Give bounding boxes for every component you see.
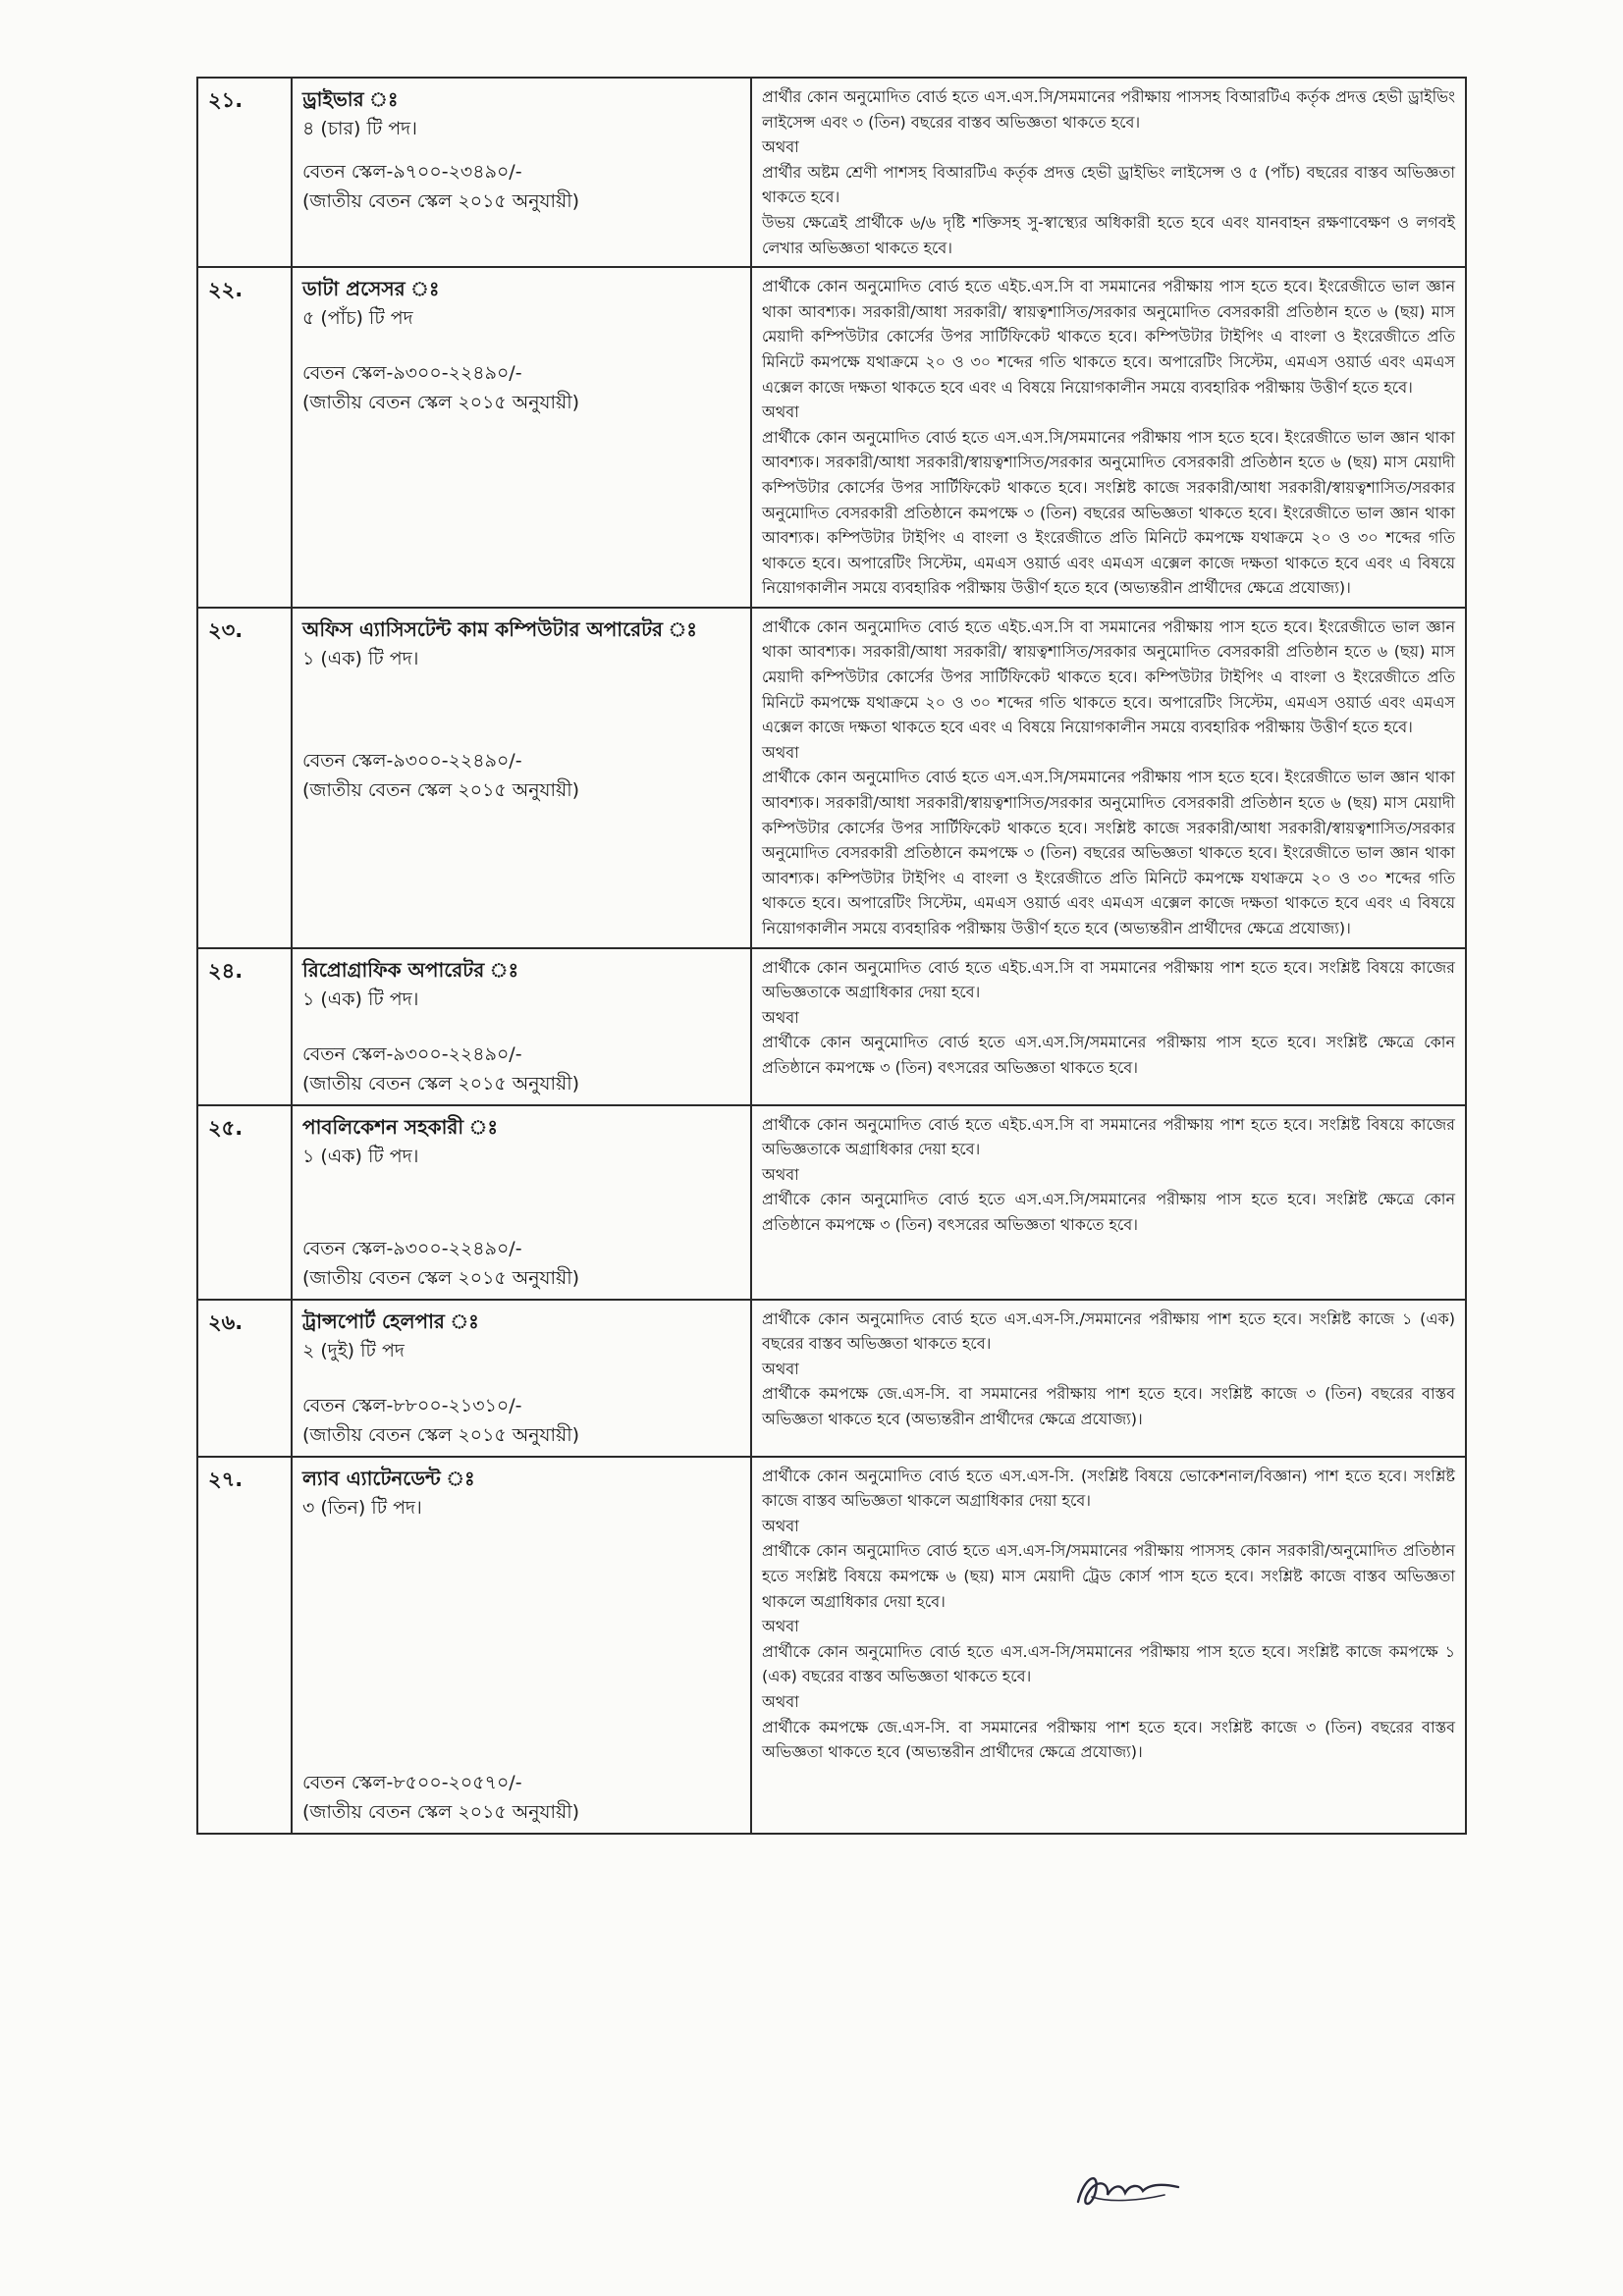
table-row-4 bbox=[197, 948, 1466, 1105]
requirement-paragraph: উভয় ক্ষেত্রেই প্রার্থীকে ৬/৬ দৃষ্টি শক্তিসহ সু-স্বাস্থ্যের অধিকারী হতে হবে এবং যানবাহন রক্ষণাবেক্ষণ ও লগবই লেখার অভিজ্ঞতা থাকতে হবে। bbox=[762, 212, 1455, 257]
post-title: ল্যাব এ্যাটেনডেন্ট ঃ bbox=[302, 1466, 475, 1490]
pay-scale: বেতন স্কেল-৯৩০০-২২৪৯০/- bbox=[302, 749, 522, 772]
serial-number: ২৩. bbox=[197, 608, 292, 948]
pay-scale: বেতন স্কেল-৯৩০০-২২৪৯০/- bbox=[302, 362, 522, 385]
post-title: ট্রান্সপোর্ট হেলপার ঃ bbox=[302, 1308, 479, 1333]
requirement-paragraph: প্রার্থীকে কোন অনুমোদিত বোর্ড হতে এস.এস.সি/সমমানের পরীক্ষায় পাস হতে হবে। ইংরেজীতে ভাল জ্ঞান থাকা আবশ্যক। সরকারী/আধা সরকারী/স্বায়ত্বশাসিত/সরকার অনুমোদিত বেসরকারী প্রতিষ্ঠান হতে ৬ (ছয়) মাস মেয়াদী কম্পিউটার কোর্সের উপর সার্টিফিকেট থাকতে হবে। সংশ্লিষ্ট কাজে সরকারী/আধা সরকারী/স্বায়ত্বশাসিত/সরকার অনুমোদিত বেসরকারী প্রতিষ্ঠানে কমপক্ষে ৩ (তিন) বছরের অভিজ্ঞতা থাকতে হবে। ইংরেজীতে ভাল জ্ঞান থাকা আবশ্যক। কম্পিউটার টাইপিং এ বাংলা ও ইংরেজীতে প্রতি মিনিটে কমপক্ষে যথাক্রমে ২০ ও ৩০ শব্দের গতি থাকতে হবে। অপারেটিং সিস্টেম, এমএস ওয়ার্ড এবং এমএস এক্সেল কাজে দক্ষতা থাকতে হবে এবং এ বিষয়ে নিয়োগকালীন সময়ে ব্যবহারিক পরীক্ষায় উত্তীর্ণ হতে হবে (অভ্যন্তরীন প্রার্থীদের ক্ষেত্রে প্রযোজ্য)। bbox=[762, 768, 1455, 937]
or-separator: অথবা bbox=[762, 1359, 799, 1378]
post-cell bbox=[292, 267, 751, 608]
requirements-cell bbox=[751, 78, 1466, 267]
serial-number: ২৭. bbox=[197, 1457, 292, 1834]
spacer bbox=[302, 1171, 740, 1234]
signature bbox=[1070, 2158, 1188, 2216]
spacer bbox=[302, 1014, 740, 1040]
spacer bbox=[302, 333, 740, 358]
post-cell bbox=[292, 78, 751, 267]
requirement-paragraph: প্রার্থীকে কোন অনুমোদিত বোর্ড হতে এইচ.এস.সি বা সমমানের পরীক্ষায় পাশ হতে হবে। সংশ্লিষ্ট বিষয়ে কাজের অভিজ্ঞতাকে অগ্রাধিকার দেয়া হবে। bbox=[762, 957, 1455, 1002]
table-row-2 bbox=[197, 267, 1466, 608]
post-count: ১ (এক) টি পদ। bbox=[302, 988, 419, 1010]
requirement-paragraph: প্রার্থীকে কোন অনুমোদিত বোর্ড হতে এস.এস-সি/সমমানের পরীক্ষায় পাস হতে হবে। সংশ্লিষ্ট কাজে কমপক্ষে ১ (এক) বছরের বাস্তব অভিজ্ঞতা থাকতে হবে। bbox=[762, 1641, 1455, 1686]
or-separator: অথবা bbox=[762, 1007, 799, 1027]
post-title: অফিস এ্যাসিসটেন্ট কাম কম্পিউটার অপারেটর ঃ bbox=[302, 616, 697, 641]
pay-scale: বেতন স্কেল-৯৩০০-২২৪৯০/- bbox=[302, 1042, 522, 1065]
requirements-cell bbox=[751, 1457, 1466, 1834]
post-cell bbox=[292, 1457, 751, 1834]
serial-number: ২৬. bbox=[197, 1300, 292, 1457]
table-row-3 bbox=[197, 608, 1466, 948]
requirement-paragraph: প্রার্থীকে কোন অনুমোদিত বোর্ড হতে এইচ.এস.সি বা সমমানের পরীক্ষায় পাস হতে হবে। ইংরেজীতে ভাল জ্ঞান থাকা আবশ্যক। সরকারী/আধা সরকারী/ স্বায়ত্বশাসিত/সরকার অনুমোদিত বেসরকারী প্রতিষ্ঠান হতে ৬ (ছয়) মাস মেয়াদী কম্পিউটার কোর্সের উপর সার্টিফিকেট থাকতে হবে। কম্পিউটার টাইপিং এ বাংলা ও ইংরেজীতে প্রতি মিনিটে কমপক্ষে যথাক্রমে ২০ ও ৩০ শব্দের গতি থাকতে হবে। অপারেটিং সিস্টেম, এমএস ওয়ার্ড এবং এমএস এক্সেল কাজে দক্ষতা থাকতে হবে এবং এ বিষয়ে নিয়োগকালীন সময়ে ব্যবহারিক পরীক্ষায় উত্তীর্ণ হতে হবে। bbox=[762, 277, 1455, 397]
pay-scale: বেতন স্কেল-৮৫০০-২০৫৭০/- bbox=[302, 1771, 522, 1793]
requirement-paragraph: প্রার্থীর অষ্টম শ্রেণী পাশসহ বিআরটিএ কর্তৃক প্রদত্ত হেভী ড্রাইভিং লাইসেন্স ও ৫ (পাঁচ) বছরের বাস্তব অভিজ্ঞতা থাকতে হবে। bbox=[762, 162, 1455, 207]
or-separator: অথবা bbox=[762, 742, 799, 762]
serial-number: ২২. bbox=[197, 267, 292, 608]
requirement-paragraph: প্রার্থীকে কোন অনুমোদিত বোর্ড হতে এস.এস-সি. (সংশ্লিষ্ট বিষয়ে ভোকেশনাল/বিজ্ঞান) পাশ হতে হবে। সংশ্লিষ্ট কাজে বাস্তব অভিজ্ঞতা থাকলে অগ্রাধিকার দেয়া হবে। bbox=[762, 1466, 1455, 1511]
requirement-paragraph: প্রার্থীকে কমপক্ষে জে.এস-সি. বা সমমানের পরীক্ষায় পাশ হতে হবে। সংশ্লিষ্ট কাজে ৩ (তিন) বছরের বাস্তব অভিজ্ঞতা থাকতে হবে (অভ্যন্তরীন প্রার্থীদের ক্ষেত্রে প্রযোজ্য)। bbox=[762, 1384, 1455, 1428]
serial-number: ২৫. bbox=[197, 1105, 292, 1300]
job-requirements-table bbox=[196, 77, 1467, 1835]
requirements-cell bbox=[751, 608, 1466, 948]
requirements-cell bbox=[751, 267, 1466, 608]
pay-scale-reference: (জাতীয় বেতন স্কেল ২০১৫ অনুযায়ী) bbox=[302, 1800, 580, 1823]
or-separator: অথবা bbox=[762, 402, 799, 422]
spacer bbox=[302, 1522, 740, 1768]
requirement-paragraph: প্রার্থীকে কোন অনুমোদিত বোর্ড হতে এস.এস-সি/সমমানের পরীক্ষায় পাসসহ কোন সরকারী/অনুমোদিত প্রতিষ্ঠান হতে সংশ্লিষ্ট বিষয়ে কমপক্ষে ৬ (ছয়) মাস মেয়াদী ট্রেড কোর্স পাস হতে হবে। সংশ্লিষ্ট কাজে বাস্তব অভিজ্ঞতা থাকলে অগ্রাধিকার দেয়া হবে। bbox=[762, 1541, 1455, 1611]
pay-scale-reference: (জাতীয় বেতন স্কেল ২০১৫ অনুযায়ী) bbox=[302, 778, 580, 801]
table-row-5 bbox=[197, 1105, 1466, 1300]
pay-scale: বেতন স্কেল-৯৩০০-২২৪৯০/- bbox=[302, 1237, 522, 1259]
post-title: পাবলিকেশন সহকারী ঃ bbox=[302, 1114, 499, 1139]
post-cell bbox=[292, 948, 751, 1105]
pay-scale: বেতন স্কেল-৮৮০০-২১৩১০/- bbox=[302, 1394, 522, 1416]
requirement-paragraph: প্রার্থীকে কমপক্ষে জে.এস-সি. বা সমমানের পরীক্ষায় পাশ হতে হবে। সংশ্লিষ্ট কাজে ৩ (তিন) বছরের বাস্তব অভিজ্ঞতা থাকতে হবে (অভ্যন্তরীন প্রার্থীদের ক্ষেত্রে প্রযোজ্য)। bbox=[762, 1717, 1455, 1762]
requirement-paragraph: প্রার্থীকে কোন অনুমোদিত বোর্ড হতে এস.এস-সি./সমমানের পরীক্ষায় পাশ হতে হবে। সংশ্লিষ্ট কাজে ১ (এক) বছরের বাস্তব অভিজ্ঞতা থাকতে হবে। bbox=[762, 1308, 1455, 1354]
requirement-paragraph: প্রার্থীর কোন অনুমোদিত বোর্ড হতে এস.এস.সি/সমমানের পরীক্ষায় পাসসহ বিআরটিএ কর্তৃক প্রদত্ত হেভী ড্রাইভিং লাইসেন্স এবং ৩ (তিন) বছরের বাস্তব অভিজ্ঞতা থাকতে হবে। bbox=[762, 87, 1455, 132]
serial-number: ২১. bbox=[197, 78, 292, 267]
requirement-paragraph: প্রার্থীকে কোন অনুমোদিত বোর্ড হতে এস.এস.সি/সমমানের পরীক্ষায় পাস হতে হবে। সংশ্লিষ্ট ক্ষেত্রে কোন প্রতিষ্ঠানে কমপক্ষে ৩ (তিন) বৎসরের অভিজ্ঞতা থাকতে হবে। bbox=[762, 1033, 1455, 1077]
table-row-1 bbox=[197, 78, 1466, 267]
pay-scale-reference: (জাতীয় বেতন স্কেল ২০১৫ অনুযায়ী) bbox=[302, 190, 580, 212]
requirement-paragraph: প্রার্থীকে কোন অনুমোদিত বোর্ড হতে এইচ.এস.সি বা সমমানের পরীক্ষায় পাশ হতে হবে। সংশ্লিষ্ট বিষয়ে কাজের অভিজ্ঞতাকে অগ্রাধিকার দেয়া হবে। bbox=[762, 1114, 1455, 1159]
table-row-6 bbox=[197, 1300, 1466, 1457]
post-count: ১ (এক) টি পদ। bbox=[302, 647, 419, 669]
pay-scale-reference: (জাতীয় বেতন স্কেল ২০১৫ অনুযায়ী) bbox=[302, 1423, 580, 1446]
post-title: রিপ্রোগ্রাফিক অপারেটর ঃ bbox=[302, 957, 519, 982]
post-count: ৫ (পাঁচ) টি পদ bbox=[302, 307, 413, 330]
or-separator: অথবা bbox=[762, 1164, 799, 1184]
pay-scale-reference: (জাতীয় বেতন স্কেল ২০১৫ অনুযায়ী) bbox=[302, 1072, 580, 1095]
post-cell bbox=[292, 1105, 751, 1300]
table-row-7 bbox=[197, 1457, 1466, 1834]
or-separator: অথবা bbox=[762, 1691, 799, 1711]
pay-scale-reference: (জাতীয় বেতন স্কেল ২০১৫ অনুযায়ী) bbox=[302, 1266, 580, 1289]
pay-scale-reference: (জাতীয় বেতন স্কেল ২০১৫ অনুযায়ী) bbox=[302, 392, 580, 414]
pay-scale: বেতন স্কেল-৯৭০০-২৩৪৯০/- bbox=[302, 161, 522, 183]
serial-number: ২৪. bbox=[197, 948, 292, 1105]
table-body bbox=[197, 78, 1466, 1834]
post-count: ৪ (চার) টি পদ। bbox=[302, 118, 417, 139]
post-cell bbox=[292, 608, 751, 948]
spacer bbox=[302, 673, 740, 746]
requirement-paragraph: প্রার্থীকে কোন অনুমোদিত বোর্ড হতে এস.এস.সি/সমমানের পরীক্ষায় পাস হতে হবে। সংশ্লিষ্ট ক্ষেত্রে কোন প্রতিষ্ঠানে কমপক্ষে ৩ (তিন) বৎসরের অভিজ্ঞতা থাকতে হবে। bbox=[762, 1190, 1455, 1234]
spacer bbox=[302, 143, 740, 157]
or-separator: অথবা bbox=[762, 1516, 799, 1535]
requirements-cell bbox=[751, 1300, 1466, 1457]
post-count: ২ (দুই) টি পদ bbox=[302, 1339, 405, 1362]
requirements-cell bbox=[751, 948, 1466, 1105]
post-title: ড্রাইভার ঃ bbox=[302, 87, 399, 111]
or-separator: অথবা bbox=[762, 1617, 799, 1636]
requirement-paragraph: প্রার্থীকে কোন অনুমোদিত বোর্ড হতে এস.এস.সি/সমমানের পরীক্ষায় পাস হতে হবে। ইংরেজীতে ভাল জ্ঞান থাকা আবশ্যক। সরকারী/আধা সরকারী/স্বায়ত্বশাসিত/সরকার অনুমোদিত বেসরকারী প্রতিষ্ঠান হতে ৬ (ছয়) মাস মেয়াদী কম্পিউটার কোর্সের উপর সার্টিফিকেট থাকতে হবে। সংশ্লিষ্ট কাজে সরকারী/আধা সরকারী/স্বায়ত্বশাসিত/সরকার অনুমোদিত বেসরকারী প্রতিষ্ঠানে কমপক্ষে ৩ (তিন) বছরের অভিজ্ঞতা থাকতে হবে। ইংরেজীতে ভাল জ্ঞান থাকা আবশ্যক। কম্পিউটার টাইপিং এ বাংলা ও ইংরেজীতে প্রতি মিনিটে কমপক্ষে যথাক্রমে ২০ ও ৩০ শব্দের গতি থাকতে হবে। অপারেটিং সিস্টেম, এমএস ওয়ার্ড এবং এমএস এক্সেল কাজে দক্ষতা থাকতে হবে এবং এ বিষয়ে নিয়োগকালীন সময়ে ব্যবহারিক পরীক্ষায় উত্তীর্ণ হতে হবে (অভ্যন্তরীন প্রার্থীদের ক্ষেত্রে প্রযোজ্য)। bbox=[762, 427, 1455, 598]
post-cell bbox=[292, 1300, 751, 1457]
post-count: ১ (এক) টি পদ। bbox=[302, 1145, 419, 1167]
post-title: ডাটা প্রসেসর ঃ bbox=[302, 277, 440, 301]
requirements-cell bbox=[751, 1105, 1466, 1300]
requirement-paragraph: প্রার্থীকে কোন অনুমোদিত বোর্ড হতে এইচ.এস.সি বা সমমানের পরীক্ষায় পাস হতে হবে। ইংরেজীতে ভাল জ্ঞান থাকা আবশ্যক। সরকারী/আধা সরকারী/ স্বায়ত্বশাসিত/সরকার অনুমোদিত বেসরকারী প্রতিষ্ঠান হতে ৬ (ছয়) মাস মেয়াদী কম্পিউটার কোর্সের উপর সার্টিফিকেট থাকতে হবে। কম্পিউটার টাইপিং এ বাংলা ও ইংরেজীতে প্রতি মিনিটে কমপক্ষে যথাক্রমে ২০ ও ৩০ শব্দের গতি থাকতে হবে। অপারেটিং সিস্টেম, এমএস ওয়ার্ড এবং এমএস এক্সেল কাজে দক্ষতা থাকতে হবে এবং এ বিষয়ে নিয়োগকালীন সময়ে ব্যবহারিক পরীক্ষায় উত্তীর্ণ হতে হবে। bbox=[762, 616, 1455, 737]
or-separator: অথবা bbox=[762, 137, 799, 157]
spacer bbox=[302, 1365, 740, 1391]
post-count: ৩ (তিন) টি পদ। bbox=[302, 1496, 422, 1519]
